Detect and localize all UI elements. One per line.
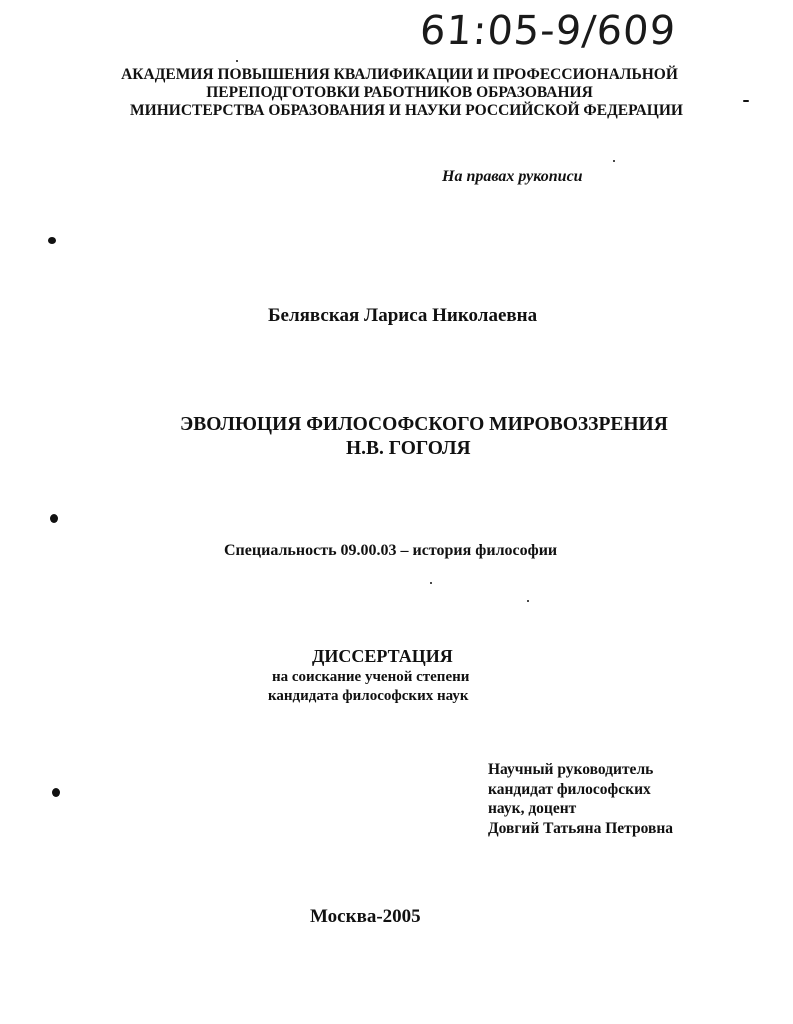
organization-header (0, 66, 793, 120)
supervisor-line-1: Научный руководитель (488, 761, 654, 778)
supervisor-line-4: Довгий Татьяна Петровна (488, 819, 674, 837)
specialty: Специальность 09.00.03 – история философии (224, 542, 558, 559)
scan-speck (236, 60, 238, 62)
organization-line-1: АКАДЕМИЯ ПОВЫШЕНИЯ КВАЛИФИКАЦИИ И ПРОФЕССИОНАЛЬНОЙ (121, 66, 678, 83)
degree-line-1: на соискание ученой степени (272, 669, 470, 685)
scan-speck (52, 788, 60, 797)
dissertation-heading: ДИССЕРТАЦИЯ (312, 646, 453, 666)
scan-speck (613, 160, 615, 162)
organization-line-3: МИНИСТЕРСТВА ОБРАЗОВАНИЯ И НАУКИ РОССИЙСКОЙ ФЕДЕРАЦИИ (130, 102, 683, 119)
organization-line-2: ПЕРЕПОДГОТОВКИ РАБОТНИКОВ ОБРАЗОВАНИЯ (206, 84, 593, 101)
city-year: Москва-2005 (310, 906, 421, 927)
scan-speck (48, 237, 56, 244)
title-line-1: ЭВОЛЮЦИЯ ФИЛОСОФСКОГО МИРОВОЗЗРЕНИЯ (180, 414, 668, 435)
supervisor-block (488, 760, 673, 838)
manuscript-rights-note: На правах рукописи (442, 168, 583, 185)
degree-line-2: кандидата философских наук (268, 688, 469, 704)
scan-speck (430, 582, 432, 584)
supervisor-line-3: наук, доцент (488, 800, 577, 817)
supervisor-line-2: кандидат философских (488, 780, 651, 798)
handwritten-catalog-number: 61:05-9/609 (418, 8, 678, 54)
dissertation-degree (268, 668, 469, 706)
title-line-2: Н.В. ГОГОЛЯ (346, 438, 471, 459)
author-name: Белявская Лариса Николаевна (268, 305, 538, 326)
scan-speck (50, 514, 58, 523)
dissertation-title (180, 413, 668, 461)
scan-speck (527, 600, 529, 602)
scan-speck (743, 100, 749, 102)
